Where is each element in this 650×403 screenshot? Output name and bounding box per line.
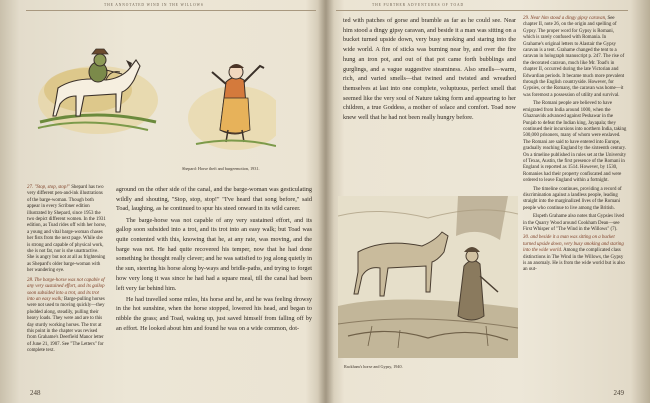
left-illustration-caption: Shepard: Horse theft and burgeemotion, 1931. <box>182 166 260 171</box>
left-body-text <box>116 185 312 335</box>
note-29-continued-2-text: The timeline continues, providing a record of discrimination against a landless people, leading straight into the marginalized lives of the Romani people who continue to live among the British. <box>523 186 622 211</box>
book-gutter <box>318 0 334 403</box>
note-29-lead: 29. Near him stood a dingy gipsy caravan, <box>523 16 607 21</box>
right-page-number: 249 <box>613 389 624 397</box>
left-paragraph-2: The barge-horse was not capable of any very sustained effort, and its gallop soon subsided into a trot, and its trot into an easy walk; but Toad was quite contented with this, knowing that he, at any rate, was moving, and the barge was not. He had quite recovered his temper, now that he had done something he thought really clever; and he was satisfied to jog along quietly in the sun, steering his horse along by-ways and bridle-paths, and trying to forget how very long it was since he had had a square meal, till the canal had been left very far behind him. <box>116 216 312 292</box>
right-paragraph-1: ted with patches of gorse and bramble as far as he could see. Near him stood a dingy gipsy caravan, and beside it a man was sitting on a bucket turned upside down, very busy smoking and staring into the wide world. A fire of sticks was burning near by, and over the fire hung an iron pot, and out of that pot came forth bubblings and gurglings, and a vague suggestive steaminess. Also smells—warm, rich, and varied smells—that twined and twisted and wreathed themselves at last into one complete, voluptuous, perfect smell that seemed like the very soul of Nature taking form and appearing to her children, a true Goddess, a mother of solace and comfort. Toad now knew well that he had not been really hungry before. <box>343 17 516 122</box>
note-30 <box>523 235 627 273</box>
note-28-lead: 28. The barge-horse was not capable of any very sustained effort, and its gallop soon subsided into a trot, and its trot into an easy walk; <box>27 277 105 302</box>
rackham-illustration <box>338 196 518 358</box>
note-28-text: Barge-pulling horses were not used to moving quickly—they plodded along, steadily, pulling their heavy loads. They were and are to this day sturdy working horses. The trot at this point in the chapter was revised from Grahame's Deerfield Manor letter of June 21, 1907. See "The Letters" for complete text. <box>27 296 105 354</box>
note-29-continued-2 <box>523 187 627 213</box>
right-header-rule <box>336 10 628 11</box>
left-running-header: THE ANNOTATED WIND IN THE WILLOWS <box>104 3 204 7</box>
right-running-header: THE FURTHER ADVENTURES OF TOAD <box>372 3 464 7</box>
note-29 <box>523 16 627 99</box>
note-29-continued-1-text: The Romani people are believed to have emigrated from India around 1000, when the Ghaznavids advanced against Peshawar in the Punjab to defeat the Indian king, Jayapala; they continued their incursions into northern India, taking 500,000 prisoners, many of whom were enslaved. The Romani are said to have entered into Europe, gradually reaching England by the sixteenth century. On a timeline published in rules set at the University of Texas, Austin, the first presence of the Romani in England is reported as 1514. However, by 1530, Romanies had their property confiscated and were ordered to leave England within a fortnight. <box>523 101 627 184</box>
left-margin-notes <box>27 185 107 355</box>
right-body-text <box>343 16 516 124</box>
note-29-text: See chapter II, note 26, on the origin and spelling of Gypsy. The proper word for Gypsy is Romani, which is rarely confused with Romania. In Grahame's original letters to Alastair the Gypsy caravan is a tent. Grahame changed the tent to a caravan in holograph manuscript p. 247. The rise of the decorated caravan, much like Mr. Toad's in chapter II, occurred during the late Victorian and Edwardian periods. It became much more prevalent through the English countryside. However, for Gypsies, or the Romany, the caravan was home—it was foremost a possession of utility and survival. <box>523 16 625 98</box>
note-27-text: Shepard has two very different pen-and-ink illustrations of the barge-woman. Though both appear in every Scribner edition illustrated by Shepard, since 1953 the two depict different women. In the 1931 edition, as Toad rides off with her horse, a young and vital barge-woman chases her fists from the next page. While she is strong and capable of physical work, she is not fat, nor is she unattractive. She is angry but not at all as frightening as Shepard's older barge-woman with her wandering eye. <box>27 185 106 274</box>
note-29-continued-3-text: Elspeth Grahame also notes that Gypsies lived in the Quarry Wood around Cookham Dean—see First Whisper of "The Wind in the Willows" (7). <box>523 214 624 232</box>
left-page-number: 248 <box>30 389 41 397</box>
left-paragraph-3: He had travelled some miles, his horse and he, and he was feeling drowsy in the hot sunshine, when the horse stopped, lowered his head, and began to nibble the grass; and Toad, waking up, just saved himself from falling off by an effort. He looked about him and found he was on a wide common, dot- <box>116 295 312 332</box>
note-28 <box>27 278 107 355</box>
right-margin-notes <box>523 16 627 274</box>
note-29-continued-3 <box>523 214 627 233</box>
left-paragraph-1: aground on the other side of the canal, and the barge-woman was gesticulating wildly and shouting, "Stop, stop, stop!" "I've heard that song before," said Toad, laughing, as he continued to spur his steed onward in its wild career. <box>116 186 312 213</box>
note-27-lead: 27. "Stop, stop, stop!" <box>27 185 70 190</box>
note-27 <box>27 185 107 275</box>
note-30-text: Among the complicated class distinctions in The Wind in the Willows, the Gypsy is an anomaly. He is from the wide world but is also an out- <box>523 248 625 273</box>
note-29-continued-1 <box>523 101 627 184</box>
right-illustration-caption: Rackham's horse and Gypsy, 1940. <box>344 364 403 369</box>
shepard-illustration <box>36 30 276 150</box>
left-header-rule <box>26 10 316 11</box>
note-30-lead: 30. and beside it a man was sitting on a bucket turned upside down, very busy smoking and staring into the wide world. <box>523 235 624 254</box>
